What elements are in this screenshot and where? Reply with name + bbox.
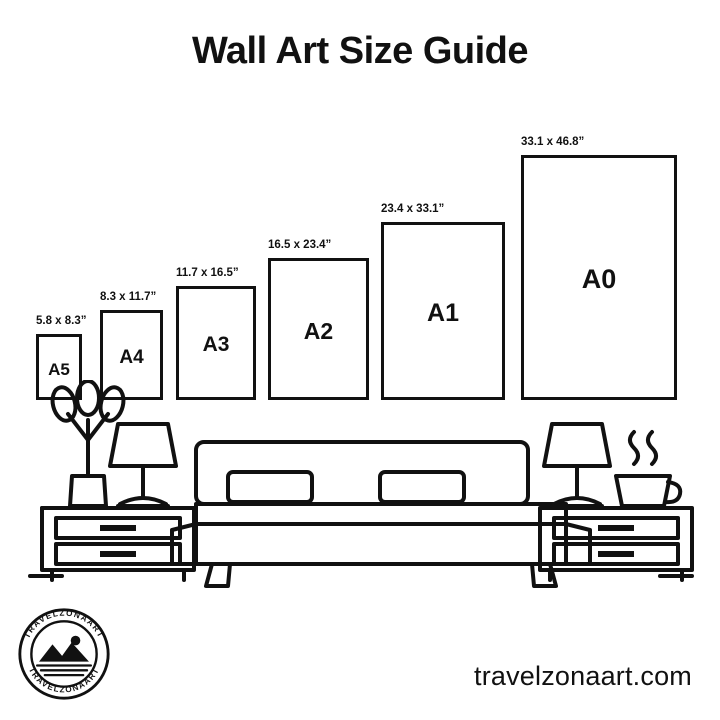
frame-rect (268, 258, 369, 400)
steam-left (630, 432, 638, 464)
frame-size-label: A1 (427, 299, 459, 327)
logo-text-bottom: TRAVELZONAART (26, 665, 102, 695)
nightstand-right (540, 508, 692, 580)
logo-text-top: TRAVELZONAART (22, 608, 106, 640)
frame-size-label: A0 (581, 264, 617, 295)
frame-size-row (0, 110, 720, 400)
svg-text:TRAVELZONAART (22, 609, 105, 640)
frame-a1[interactable] (381, 203, 505, 400)
table-lamp-right (544, 424, 610, 506)
pillow-right (380, 472, 464, 502)
frame-dimension-label: 5.8 x 8.3” (36, 315, 87, 327)
logo-mountain-icon (37, 636, 91, 675)
brand-logo (16, 606, 112, 702)
frame-dimension-label: 16.5 x 23.4” (268, 239, 332, 251)
bed (172, 442, 590, 586)
bedroom-scene (0, 380, 720, 605)
coffee-cup (616, 432, 680, 506)
frame-size-label: A4 (119, 346, 144, 368)
frame-dimension-label: 11.7 x 16.5” (176, 267, 239, 279)
frame-a0[interactable] (521, 136, 677, 400)
frame-dimension-label: 8.3 x 11.7” (100, 291, 157, 303)
website-url: travelzonaart.com (474, 661, 692, 691)
frame-size-label: A5 (48, 359, 70, 379)
frame-size-label: A2 (303, 318, 334, 345)
frame-dimension-label: 23.4 x 33.1” (381, 203, 445, 215)
frame-a2[interactable] (268, 239, 369, 400)
steam-right (648, 432, 656, 464)
pillow-left (228, 472, 312, 502)
frame-rect (381, 222, 505, 400)
frame-rect (521, 155, 677, 400)
frame-size-label: A3 (202, 333, 230, 357)
bedroom-illustration-svg (0, 380, 720, 605)
table-lamp-left (110, 424, 176, 506)
page-title: Wall Art Size Guide (191, 30, 529, 72)
frame-dimension-label: 33.1 x 46.8” (521, 136, 585, 148)
